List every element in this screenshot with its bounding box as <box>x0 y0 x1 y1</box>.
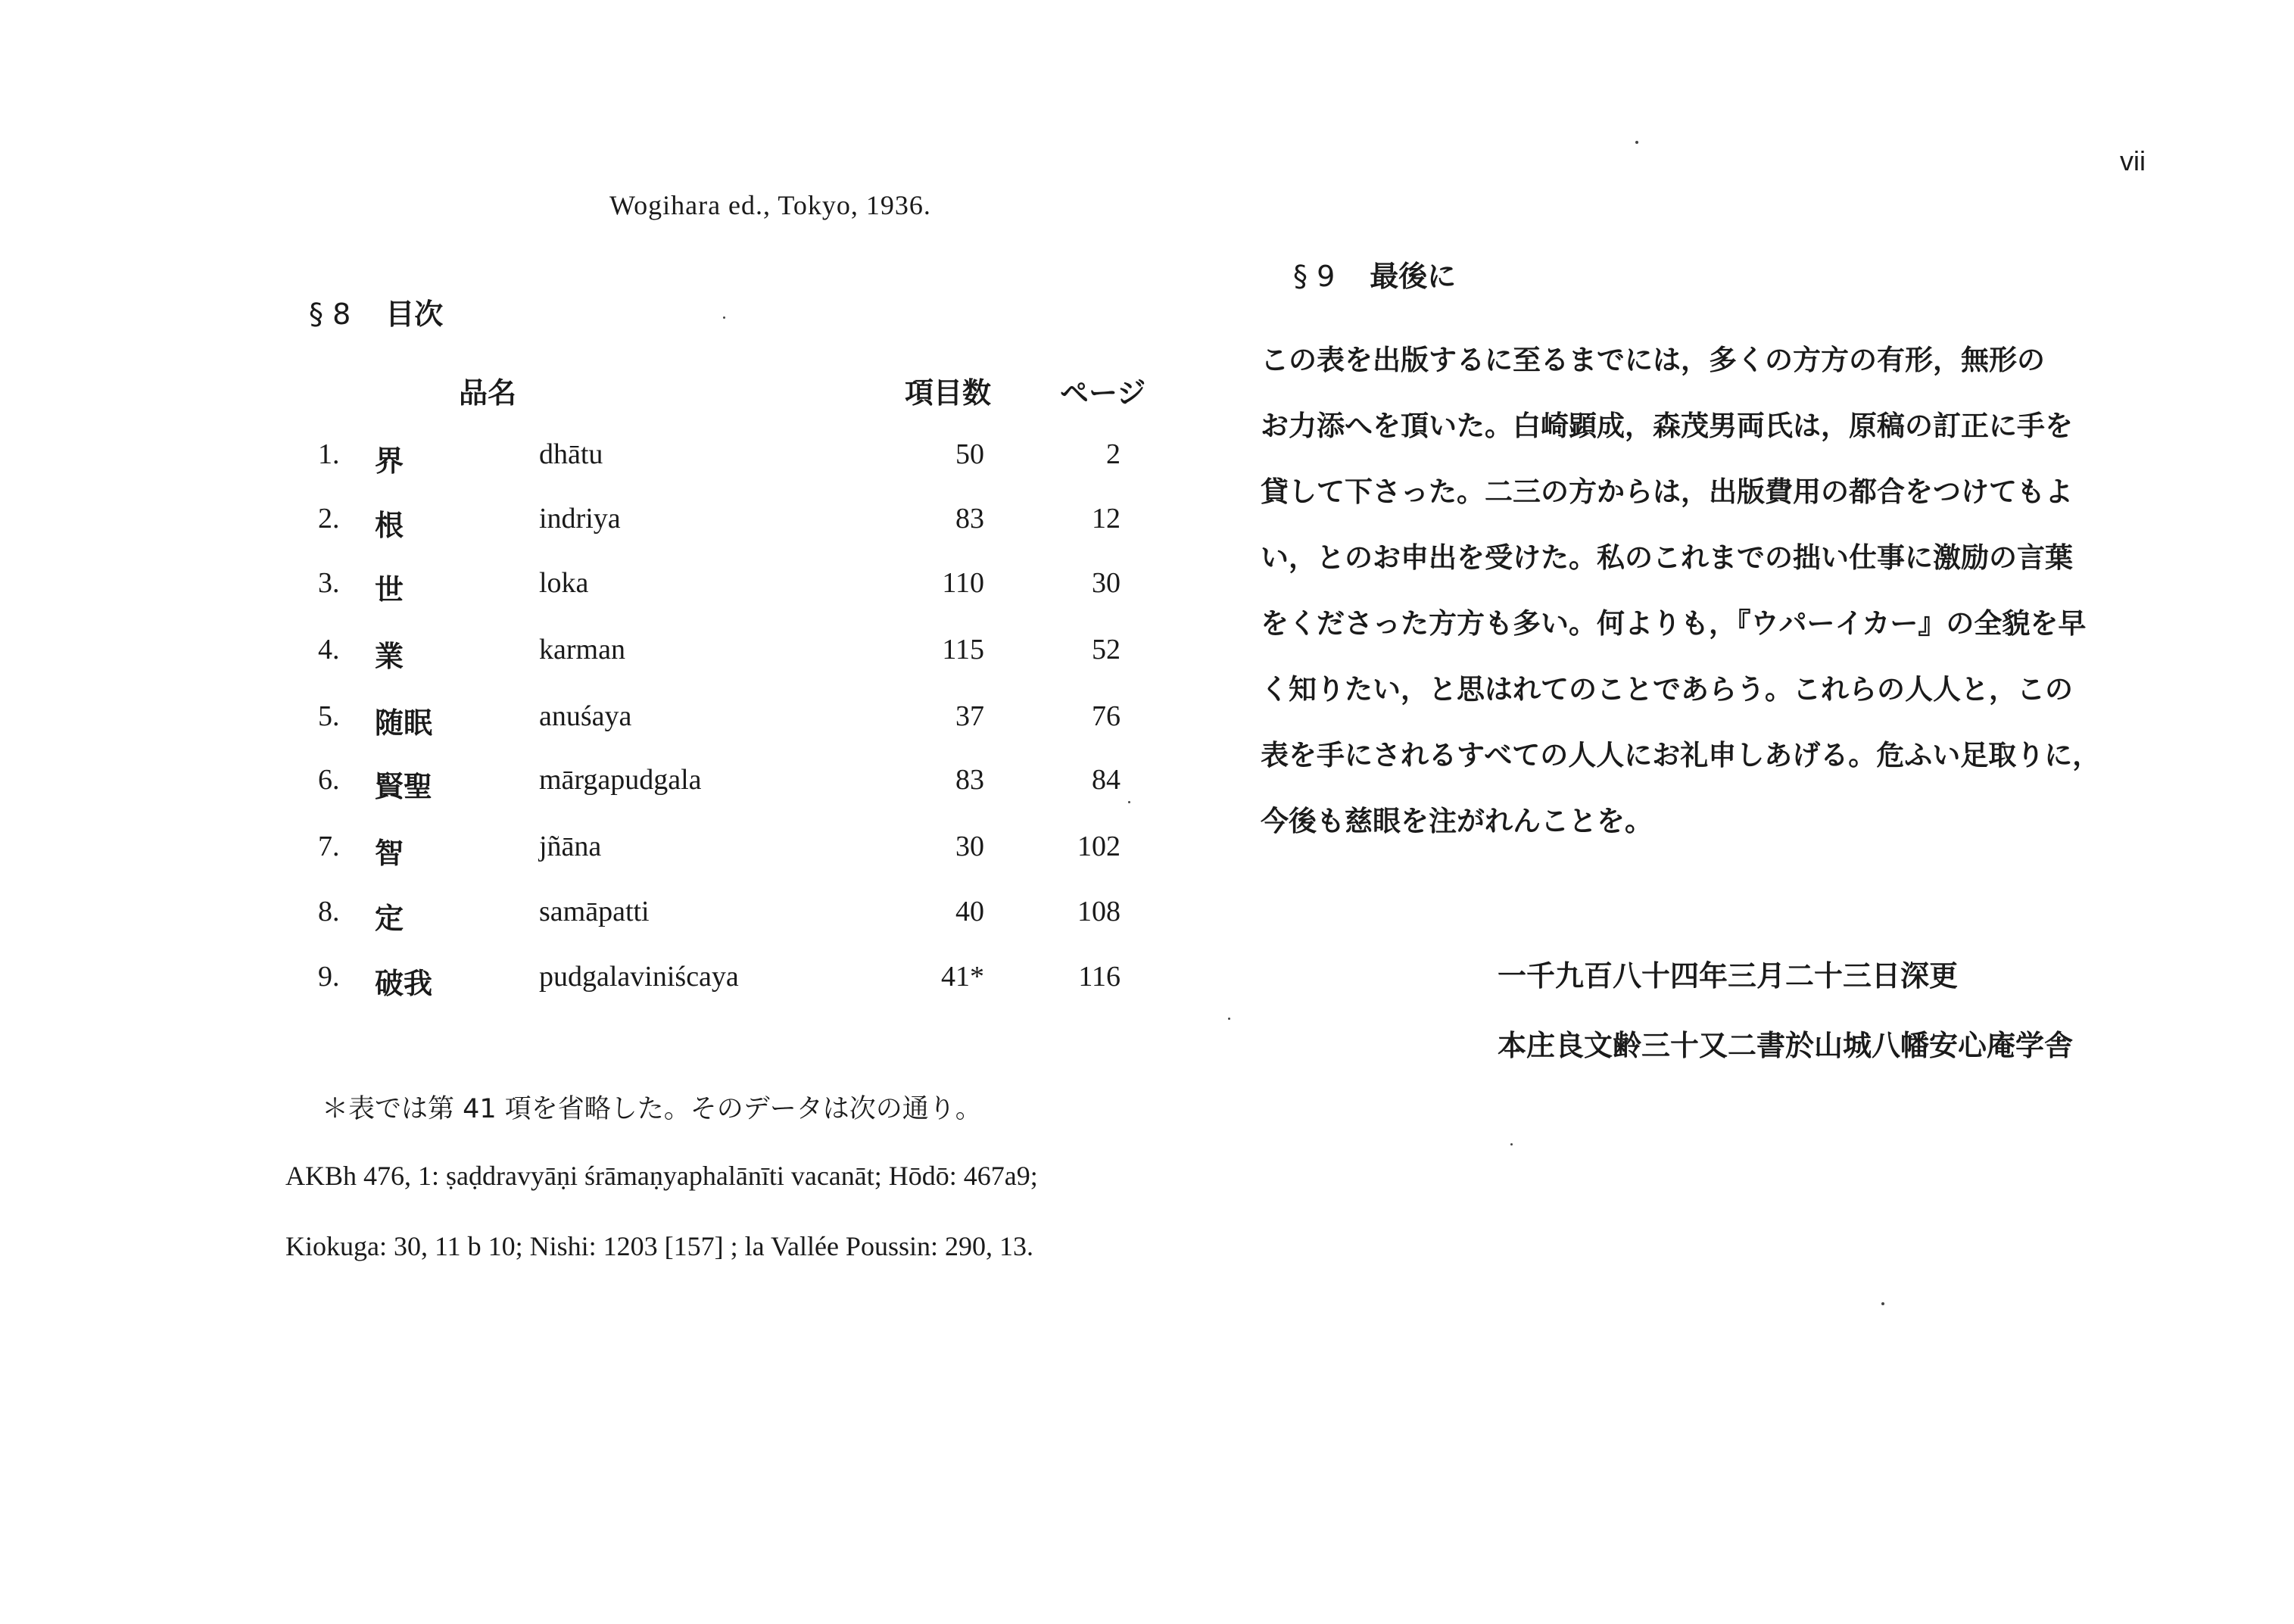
scan-speck <box>1228 1018 1230 1020</box>
row-sanskrit-name: mārgapudgala <box>539 764 702 796</box>
row-number: 6. <box>318 764 340 796</box>
toc-row <box>0 566 1211 619</box>
row-page: 76 <box>1092 700 1121 732</box>
row-item-count: 110 <box>942 567 984 599</box>
toc-row <box>0 700 1211 753</box>
row-number: 8. <box>318 896 340 927</box>
row-chapter-name: 業 <box>375 640 404 673</box>
paragraph-line: この表を出版するに至るまでには，多くの方方の有形，無形の <box>1261 344 2045 376</box>
row-page: 116 <box>1078 961 1121 993</box>
column-header-count: 項目数 <box>905 376 992 410</box>
row-item-count: 41* <box>941 961 984 993</box>
footnote-japanese: ＊表では第 41 項を省略した。そのデータは次の通り。 <box>322 1094 982 1124</box>
column-header-page: ページ <box>1060 376 1146 410</box>
page-number: vii <box>2120 145 2146 176</box>
toc-row <box>0 502 1211 555</box>
row-chapter-name: 随眠 <box>375 706 433 740</box>
row-number: 1. <box>318 438 340 470</box>
signature-date: 一千九百八十四年三月二十三日深更 <box>1498 959 1959 993</box>
toc-row <box>0 895 1211 948</box>
row-page: 102 <box>1077 831 1121 862</box>
paragraph-line: い，とのお申出を受けた。私のこれまでの拙い仕事に激励の言葉 <box>1261 541 2073 574</box>
section-8-mark: § 8 <box>309 298 351 331</box>
row-sanskrit-name: anuśaya <box>539 700 632 732</box>
row-item-count: 83 <box>955 503 984 535</box>
scan-speck <box>1635 141 1638 144</box>
row-page: 30 <box>1092 567 1121 599</box>
scan-speck <box>1128 801 1130 803</box>
row-sanskrit-name: jñāna <box>539 831 602 862</box>
row-page: 52 <box>1092 634 1121 665</box>
paragraph-line: 今後も慈眼を注がれんことを。 <box>1261 805 1653 837</box>
toc-row <box>0 830 1211 883</box>
row-item-count: 115 <box>942 634 984 665</box>
paragraph-line: 貸して下さった。二三の方からは，出版費用の都合をつけてもよ <box>1261 475 2073 508</box>
row-page: 12 <box>1092 503 1121 535</box>
row-chapter-name: 智 <box>375 837 404 870</box>
row-item-count: 50 <box>955 438 984 470</box>
signature-name: 本庄良文齢三十又二書於山城八幡安心庵学舎 <box>1498 1029 2074 1062</box>
row-number: 7. <box>318 831 340 862</box>
row-sanskrit-name: indriya <box>539 503 621 535</box>
scan-speck <box>723 316 725 319</box>
closing-paragraph <box>1261 327 2177 854</box>
row-chapter-name: 定 <box>375 902 404 935</box>
row-number: 3. <box>318 567 340 599</box>
row-page: 108 <box>1077 896 1121 927</box>
paragraph-line: をくださった方方も多い。何よりも，『ウパーイカー』の全貌を早 <box>1261 607 2087 640</box>
row-sanskrit-name: samāpatti <box>539 896 650 927</box>
row-number: 2. <box>318 503 340 535</box>
row-page: 84 <box>1092 764 1121 796</box>
row-item-count: 30 <box>955 831 984 862</box>
toc-row <box>0 763 1211 816</box>
footnote-line-1: AKBh 476, 1: ṣaḍdravyāṇi śrāmaṇyaphalānīti vacanāt; Hōdō: 467a9; <box>285 1161 1038 1191</box>
section-8-title: 目次 <box>385 298 444 331</box>
section-9-heading <box>1293 253 1456 295</box>
paragraph-line: お力添へを頂いた。白崎顕成，森茂男両氏は，原稿の訂正に手を <box>1261 410 2073 442</box>
row-item-count: 40 <box>955 896 984 927</box>
paragraph-line: 表を手にされるすべての人人にお礼申しあげる。危ふい足取りに， <box>1261 739 2101 771</box>
row-chapter-name: 賢聖 <box>375 770 433 803</box>
toc-row <box>0 438 1211 491</box>
row-sanskrit-name: dhātu <box>539 438 603 470</box>
row-chapter-name: 世 <box>375 573 404 606</box>
row-sanskrit-name: karman <box>539 634 625 665</box>
section-8-heading <box>309 291 443 332</box>
row-chapter-name: 根 <box>375 509 404 542</box>
row-sanskrit-name: loka <box>539 567 589 599</box>
scan-speck <box>1510 1143 1513 1146</box>
column-header-name: 品名 <box>459 376 517 410</box>
toc-row <box>0 960 1211 1013</box>
row-item-count: 37 <box>955 700 984 732</box>
row-chapter-name: 界 <box>375 444 404 478</box>
row-number: 9. <box>318 961 340 993</box>
row-number: 4. <box>318 634 340 665</box>
scan-speck <box>1881 1302 1884 1305</box>
section-9-title: 最後に <box>1370 260 1457 293</box>
paragraph-line: く知りたい，と思はれてのことであらう。これらの人人と，この <box>1261 673 2073 706</box>
row-item-count: 83 <box>955 764 984 796</box>
footnote-line-2: Kiokuga: 30, 11 b 10; Nishi: 1203 [157] ; la Vallée Poussin: 290, 13. <box>285 1231 1033 1261</box>
reference-line: Wogihara ed., Tokyo, 1936. <box>609 190 931 220</box>
row-sanskrit-name: pudgalaviniścaya <box>539 961 739 993</box>
row-number: 5. <box>318 700 340 732</box>
section-9-mark: § 9 <box>1293 260 1336 293</box>
toc-row <box>0 633 1211 686</box>
row-page: 2 <box>1106 438 1121 470</box>
row-chapter-name: 破我 <box>375 967 433 1000</box>
